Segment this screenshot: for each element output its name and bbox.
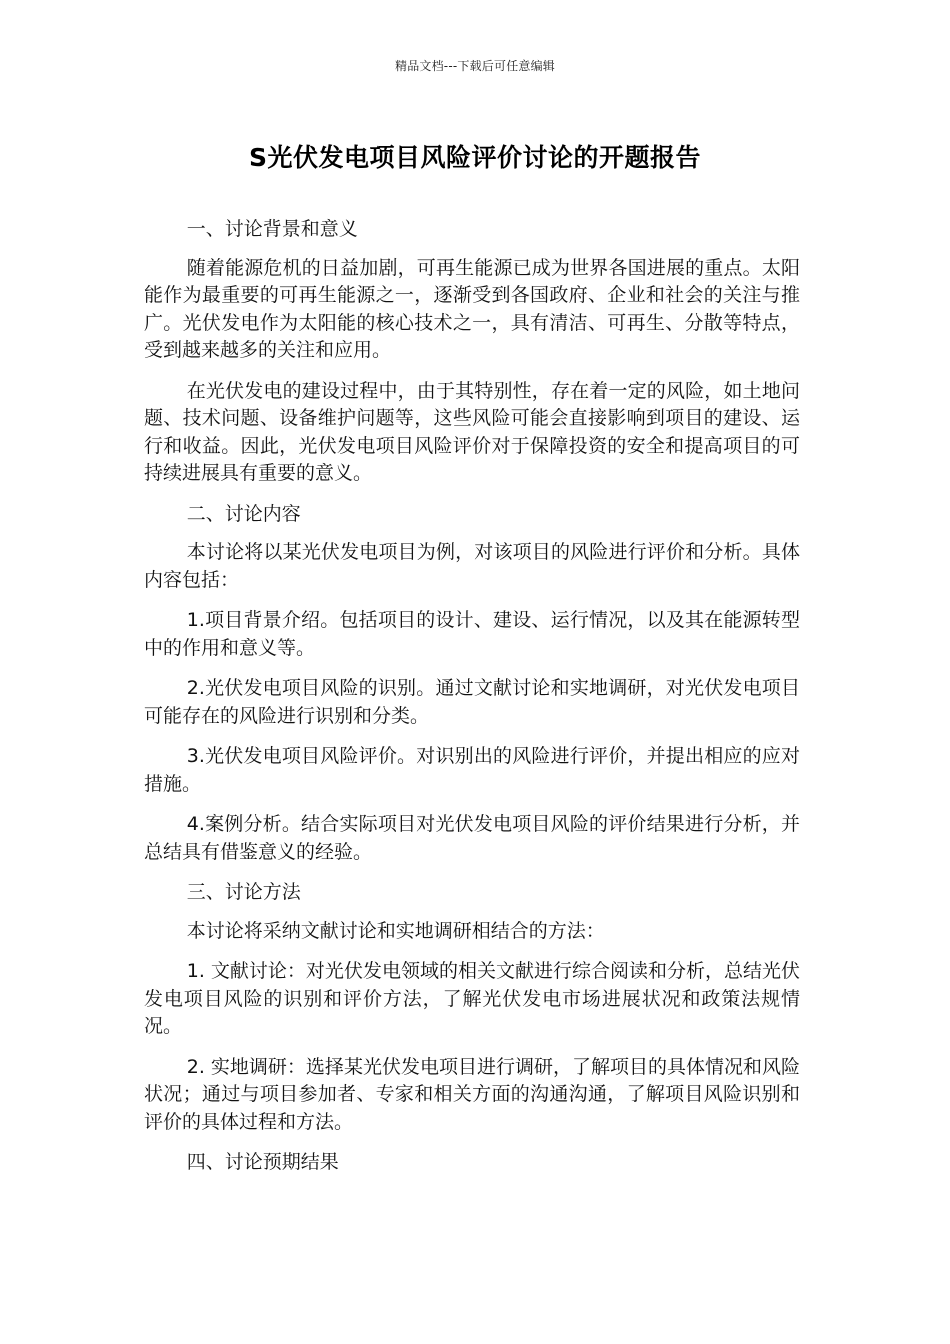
section-heading-background: 一、讨论背景和意义: [186, 218, 358, 240]
list-item: 3.光伏发电项目风险评价。对识别出的风险进行评价，并提出相应的应对措施。: [144, 745, 800, 795]
list-item: 2.光伏发电项目风险的识别。通过文献讨论和实地调研，对光伏发电项目可能存在的风险进行识别和分类。: [144, 677, 800, 727]
list-item: 4.案例分析。结合实际项目对光伏发电项目风险的评价结果进行分析，并总结具有借鉴意义的经验。: [144, 813, 800, 863]
list-item: 2. 实地调研：选择某光伏发电项目进行调研，了解项目的具体情况和风险状况；通过与项目参加者、专家和相关方面的沟通沟通，了解项目风险识别和评价的具体过程和方法。: [144, 1055, 800, 1133]
paragraph: 在光伏发电的建设过程中，由于其特别性，存在着一定的风险，如土地问题、技术问题、设备维护问题等，这些风险可能会直接影响到项目的建设、运行和收益。因此，光伏发电项目风险评价对于保障投资的安全和提高项目的可持续进展具有重要的意义。: [144, 379, 800, 484]
list-item: 1. 文献讨论：对光伏发电领域的相关文献进行综合阅读和分析，总结光伏发电项目风险的识别和评价方法，了解光伏发电市场进展状况和政策法规情况。: [144, 960, 800, 1037]
paragraph: 随着能源危机的日益加剧，可再生能源已成为世界各国进展的重点。太阳能作为最重要的可再生能源之一，逐渐受到各国政府、企业和社会的关注与推广。光伏发电作为太阳能的核心技术之一，具有清洁、可再生、分散等特点，受到越来越多的关注和应用。: [144, 256, 800, 361]
paragraph: 本讨论将以某光伏发电项目为例，对该项目的风险进行评价和分析。具体内容包括：: [144, 541, 800, 591]
section-heading-method: 三、讨论方法: [186, 881, 301, 903]
section-heading-results: 四、讨论预期结果: [186, 1151, 339, 1173]
section-heading-content: 二、讨论内容: [186, 502, 301, 525]
document-body: [144, 216, 800, 1188]
document-title: S光伏发电项目风险评价讨论的开题报告: [248, 143, 701, 172]
header-note: 精品文档---下载后可任意编辑: [395, 59, 555, 73]
list-item: 1.项目背景介绍。包括项目的设计、建设、运行情况，以及其在能源转型中的作用和意义等。: [144, 609, 800, 659]
paragraph: 本讨论将采纳文献讨论和实地调研相结合的方法：: [186, 919, 605, 942]
